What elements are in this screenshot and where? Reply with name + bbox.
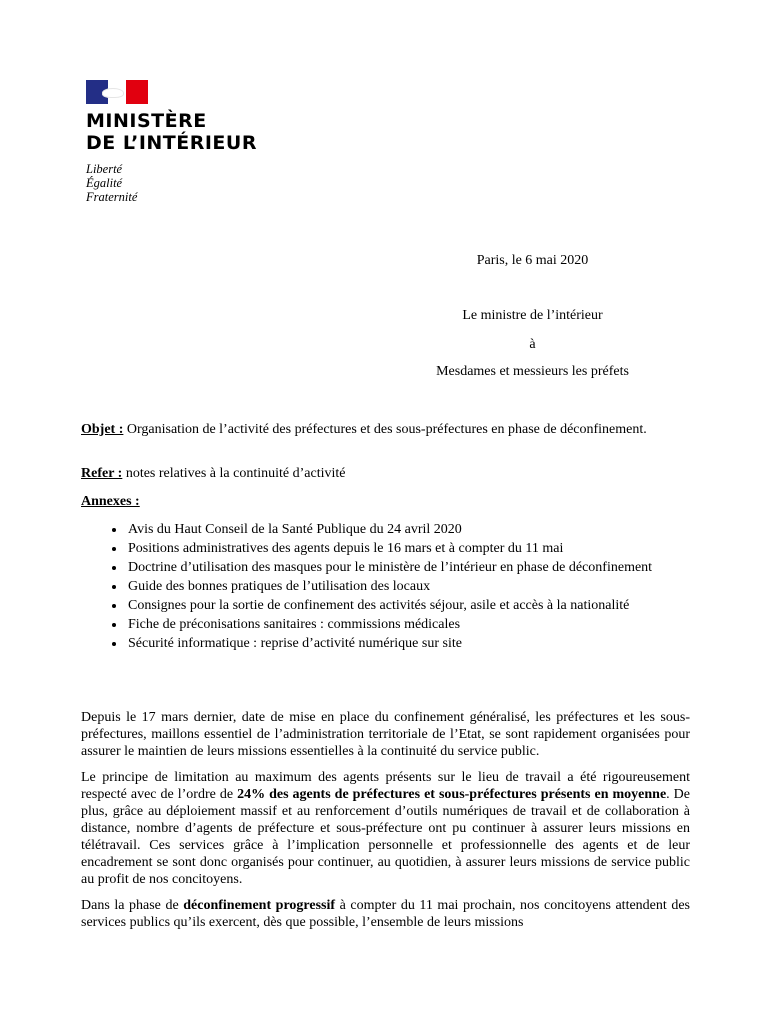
paragraph-3-text-a: Dans la phase de [81,898,184,913]
paragraph-2 [81,769,690,888]
sender: Le ministre de l’intérieur [462,308,603,323]
refer-line [81,465,691,482]
objet-text: Organisation de l’activité des préfectures et des sous-préfectures en phase de déconfinement. [123,422,647,437]
ministry-name-line1: MINISTÈRE [86,110,207,132]
to-word: à [529,337,536,352]
paragraph-3-bold: déconfinement progressif [183,898,336,913]
ministry-name-line2: DE L’INTÉRIEUR [86,132,257,154]
ministry-logo [86,80,257,204]
annexes-list [81,520,726,653]
list-item: • Doctrine d’utilisation des masques pour le ministère de l’intérieur en phase de déconfinement [126,558,726,577]
refer-text: notes relatives à la continuité d’activité [122,466,346,481]
annexes-heading [81,493,691,510]
flag-red-band [126,80,148,104]
list-item: • Avis du Haut Conseil de la Santé Publique du 24 avril 2020 [126,520,726,539]
paragraph-1: Depuis le 17 mars dernier, date de mise en place du confinement généralisé, les préfectures et les sous-préfectures, maillons essentiel de l’administration territoriale de l’Etat, se sont rapidement organisées pour assurer le maintien de leurs missions essentielles à la continuité du service public. [81,710,690,759]
annexes-label: Annexes : [81,494,140,509]
paragraph-3-text-b: à compter du 11 mai prochain, nos concitoyens attendent des services publics qu’ils exercent, dès que possible, l’ensemble de leurs missions [81,898,691,930]
paragraph-2-bold: 24% des agents de préfectures et sous-préfectures présents en moyenne [237,787,667,802]
date-line: Paris, le 6 mai 2020 [476,253,589,268]
motto-liberte: Liberté [86,162,123,176]
list-item: • Fiche de préconisations sanitaires : commissions médicales [126,615,726,634]
list-item: • Guide des bonnes pratiques de l’utilisation des locaux [126,577,726,596]
flag-white-band [108,80,126,104]
motto-fraternite: Fraternité [86,190,138,204]
paragraph-3 [81,897,690,931]
refer-label: Refer : [81,466,123,481]
motto-egalite: Égalité [86,176,123,190]
objet-line [81,421,691,438]
list-item: • Sécurité informatique : reprise d’activité numérique sur site [126,634,726,653]
list-item: • Positions administratives des agents depuis le 16 mars et à compter du 11 mai [126,539,726,558]
paragraph-2-text-a: Le principe de limitation au maximum des agents présents sur le lieu de travail a été rigoureusement respecté avec de l’ordre de [81,770,690,802]
motto [86,162,257,204]
french-flag-icon [86,80,148,104]
list-item: • Consignes pour la sortie de confinement des activités séjour, asile et accès à la nationalité [126,596,726,615]
objet-label: Objet : [81,422,124,437]
ministry-name [86,110,257,154]
paragraph-2-text-b: . De plus, grâce au déploiement massif et au renforcement d’outils numériques de travail et de collaboration à distance, nombre d’agents de préfecture et sous-préfecture ont pu continuer à assurer leurs missions en télétravail. Ces services grâce à l’implication personnelle et professionnelle des agents et de leur encadrement se sont donc organisés pour continuer, au quotidien, à assurer leurs missions de service public au profit de nos concitoyens. [81,787,690,887]
recipients: Mesdames et messieurs les préfets [436,364,629,379]
